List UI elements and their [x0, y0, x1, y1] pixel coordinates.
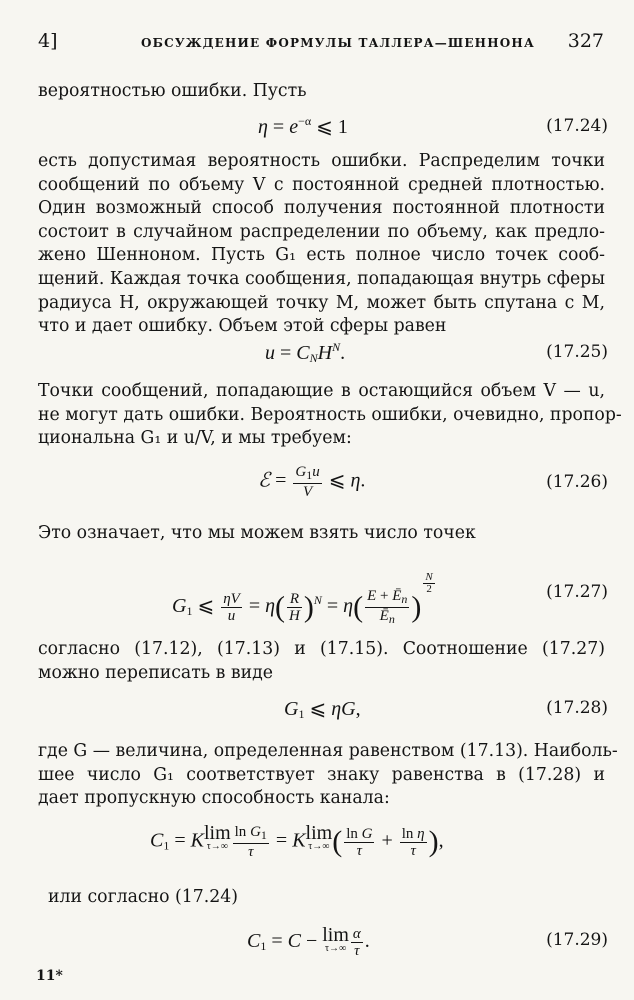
equation-capacity — [0, 822, 634, 874]
section-number: 4] — [38, 30, 58, 52]
equation-number: (17.24) — [546, 116, 608, 136]
equation-17-28 — [0, 696, 634, 736]
paragraph-2 — [38, 150, 605, 339]
equation-17-26 — [0, 464, 634, 504]
equation-body: $\eta = e^{-\alpha}$ ⩽ 1 — [258, 114, 348, 138]
equation-number: (17.26) — [546, 472, 608, 492]
paragraph-1 — [38, 80, 605, 104]
text-line: щений. Каждая точка сообщения, попадающая внутрь сферы — [38, 268, 605, 289]
equation-number: (17.29) — [546, 930, 608, 950]
running-header — [38, 30, 604, 54]
text-line: Один возможный способ получения постоянной плотности — [38, 198, 605, 219]
equation-number: (17.25) — [546, 342, 608, 362]
text-line: циональна G₁ и u/V, и мы требуем: — [38, 428, 352, 449]
running-title: ОБСУЖДЕНИЕ ФОРМУЛЫ ТАЛЛЕРА—ШЕННОНА — [141, 36, 535, 50]
text-line: согласно (17.12), (17.13) и (17.15). Соотношение (17.27) — [38, 639, 605, 659]
equation-body: ℰ = $\frac{G_1u}{V}$ ⩽ η. — [258, 464, 366, 500]
equation-body: $G_1$ ⩽ ηG, — [284, 698, 361, 721]
text-line: радиуса H, окружающей точку M, может быть спутана с M, — [38, 292, 605, 313]
equation-17-27 — [0, 568, 634, 624]
paragraph-7 — [38, 886, 605, 910]
text-line: состоит в случайном распределении по объему, как предло- — [38, 221, 605, 242]
paragraph-5 — [38, 638, 605, 685]
text-line: шее число G₁ соответствует знаку равенства в (17.28) и — [38, 764, 605, 785]
paragraph-3 — [38, 380, 622, 451]
equation-body: $G_1$ ⩽ $\frac{\eta V}{u}$ = η( $\frac{R}{H}$ )$^N$ = η( $\frac{E + Ē_n}{Ē_n}$ ) $\frac{N}{2}$ — [172, 571, 433, 626]
equation-body: $C_1 = C - \lim$ τ→∞ $\frac{\alpha}{\tau}$ . — [247, 924, 370, 959]
paragraph-4 — [38, 522, 605, 546]
text-line: сообщений по объему V с постоянной средней плотностью. — [38, 174, 605, 195]
text-line: дает пропускную способность канала: — [38, 788, 390, 809]
text-line: жено Шенноном. Пусть G₁ есть полное число точек сооб- — [38, 245, 605, 266]
page-number: 327 — [567, 30, 604, 52]
signature-mark: 11* — [36, 968, 63, 984]
text-line: Это означает, что мы можем взять число точек — [38, 523, 476, 543]
text-line: вероятностью ошибки. Пусть — [38, 81, 307, 101]
text-line: где G — величина, определенная равенством (17.13). Наиболь- — [38, 741, 618, 761]
equation-body: $u = C_NH^N$. — [265, 340, 346, 365]
text-line: Точки сообщений, попадающие в остающийся объем V — u, — [38, 381, 605, 401]
text-line: можно переписать в виде — [38, 662, 274, 683]
text-line: или согласно (17.24) — [48, 887, 238, 907]
equation-17-29 — [0, 922, 634, 966]
text-line: есть допустимая вероятность ошибки. Распределим точки — [38, 151, 605, 171]
text-line: не могут дать ошибки. Вероятность ошибки, очевидно, пропор- — [38, 404, 622, 425]
equation-17-24 — [0, 114, 634, 154]
equation-17-25 — [0, 340, 634, 380]
equation-number: (17.28) — [546, 698, 608, 718]
equation-number: (17.27) — [546, 582, 608, 602]
text-line: что и дает ошибку. Объем этой сферы равен — [38, 316, 447, 337]
equation-body: $C_1 = Klim$ τ→∞ $\frac{\ln G_1}{\tau}$ = Klim τ→∞ ( $\frac{\text{ln G}}{\tau}$ + $\frac{\text{ln η}}{\tau}$ ), — [150, 822, 444, 860]
paragraph-6 — [38, 740, 618, 811]
